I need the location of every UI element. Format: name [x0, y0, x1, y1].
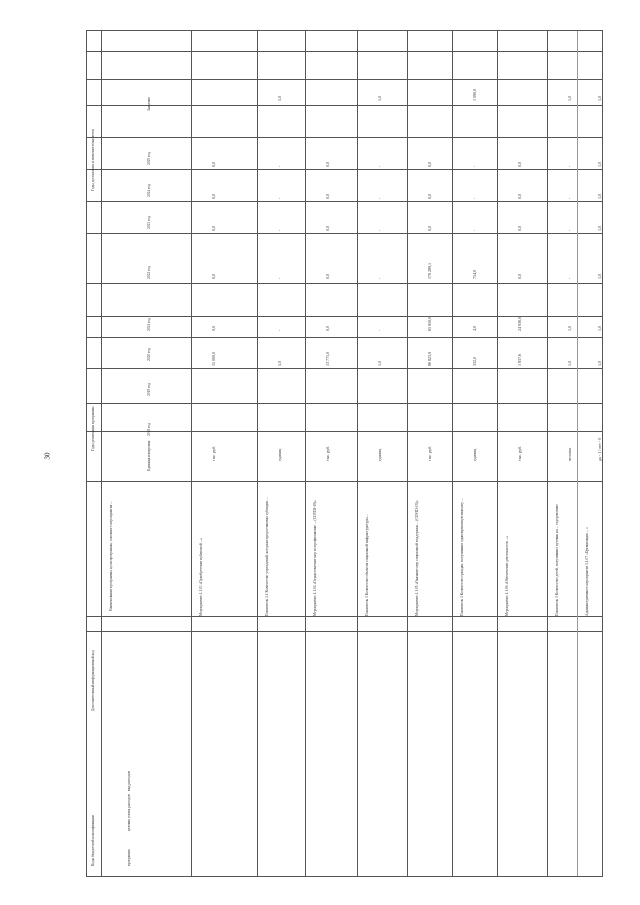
row-value-v2020: 1,0 — [377, 361, 382, 366]
grid-line — [87, 283, 602, 284]
header-year-2025: 2025 год — [147, 152, 151, 165]
row-value-v2024: - — [377, 197, 382, 199]
row-value-v2020: 15 000,0 — [211, 352, 216, 366]
row-value-v2023: 0,0 — [427, 226, 432, 231]
grid-line — [257, 31, 258, 876]
row-value-unit: тыс. руб. — [427, 445, 432, 461]
header-year-2023: 2023 год — [147, 216, 151, 229]
header-year-2024: 2024 год — [147, 184, 151, 197]
row-name: Показатель 1 Количество граждан, получивших единовременную выплату ... — [460, 498, 464, 616]
row-value-v2020: 5,0 — [277, 361, 282, 366]
grid-line — [87, 616, 602, 617]
row-value-v2025: 0,0 — [427, 162, 432, 167]
row-value-v2021: 4,0 — [472, 326, 477, 331]
row-name: Показатель 1 Количество детей, получивших путевки на ... оздоровление — [555, 504, 559, 616]
row-value-v2021: 24 936,0 — [517, 317, 522, 331]
row-value-v2024: 0,0 — [517, 194, 522, 199]
row-value-v2020: 1 837,6 — [517, 354, 522, 366]
row-value-final: 1,0 — [377, 96, 382, 101]
grid-line — [87, 105, 602, 106]
grid-line — [305, 31, 306, 876]
row-name: Показатель 1.1 Количество учреждений, которым предоставлены субсидии ... — [265, 497, 269, 616]
row-value-v2021: - — [377, 329, 382, 331]
header-year-2022: 2022 год — [147, 266, 151, 279]
row-value-unit: тыс. руб. — [211, 445, 216, 461]
row-value-unit: тыс. руб. — [325, 445, 330, 461]
header-year-2021: 2021 год — [147, 318, 151, 331]
row-value-final: 1,0 — [597, 96, 602, 101]
page-number: 30 — [43, 452, 52, 460]
grid-line — [87, 316, 602, 317]
row-value-v2025: - — [277, 165, 282, 167]
header-unit: Единица измерения — [147, 440, 151, 471]
grid-line — [87, 481, 602, 482]
grid-line — [577, 31, 578, 876]
row-value-v2025: - — [472, 165, 477, 167]
grid-line — [407, 31, 408, 876]
row-value-unit: тыс. руб. — [517, 445, 522, 461]
row-value-unit: единиц — [472, 448, 477, 461]
header-final-value: Значение — [147, 96, 151, 111]
row-value-unit: единиц — [377, 448, 382, 461]
grid-line — [357, 31, 358, 876]
row-value-v2020: 1,0 — [567, 361, 572, 366]
header-name: Наименование программы, цели программы, основного мероприятия ... — [109, 501, 113, 611]
row-value-v2024: - — [567, 197, 572, 199]
grid-line — [87, 631, 602, 632]
grid-line — [452, 31, 453, 876]
grid-line — [87, 79, 602, 80]
row-value-v2024: - — [277, 197, 282, 199]
row-value-unit: единиц — [277, 448, 282, 461]
row-value-v2021: 1,0 — [567, 326, 572, 331]
grid-line — [87, 368, 602, 369]
grid-line — [87, 233, 602, 234]
row-value-v2023: - — [377, 229, 382, 231]
grid-line — [101, 31, 102, 876]
row-value-v2023: 0,0 — [211, 226, 216, 231]
program-table — [86, 30, 603, 877]
grid-line — [191, 31, 192, 876]
row-value-v2024: - — [472, 197, 477, 199]
row-value-v2023: - — [472, 229, 477, 231]
grid-line — [87, 403, 602, 404]
row-value-v2023: - — [277, 229, 282, 231]
row-value-v2022: 0,0 — [517, 274, 522, 279]
header-years-completion: Годы достижения и значение показателя — [91, 129, 95, 191]
row-value-v2024: 0,0 — [211, 194, 216, 199]
row-value-final: 1 090,0 — [472, 89, 477, 101]
header-year-2018: 2018 год — [147, 423, 151, 436]
row-value-unit: человек — [567, 447, 572, 461]
row-name: Показатель 1 Количество объектов социальной инфраструктуры ... — [365, 513, 369, 616]
row-value-v2021: 65 950,0 — [427, 317, 432, 331]
row-value-v2021: - — [277, 329, 282, 331]
row-value-v2022: 0,0 — [325, 274, 330, 279]
row-value-v2021: 1,0 — [597, 326, 602, 331]
row-value-v2021: 0,0 — [325, 326, 330, 331]
row-value-v2023: 1,0 — [597, 226, 602, 231]
grid-line — [87, 169, 602, 170]
row-value-v2024: 0,0 — [427, 194, 432, 199]
row-value-v2022: 754,0 — [472, 270, 477, 279]
row-value-final: 1,0 — [567, 96, 572, 101]
row-value-v2025: 1,0 — [597, 162, 602, 167]
header-additional-info: Дополнительный информационный код — [91, 650, 95, 711]
grid-line — [497, 31, 498, 876]
grid-line — [87, 431, 602, 432]
row-value-v2025: 0,0 — [211, 162, 216, 167]
row-value-v2020: 1,0 — [597, 361, 602, 366]
row-value-v2020: 332,0 — [472, 357, 477, 366]
row-name: Мероприятие 1.1.03 «Приобретение публичной ...» — [199, 537, 203, 616]
grid-line — [547, 31, 548, 876]
row-value-v2025: 0,0 — [325, 162, 330, 167]
row-value-v2023: 0,0 — [517, 226, 522, 231]
row-value-v2025: - — [377, 165, 382, 167]
row-value-v2024: 0,0 — [325, 194, 330, 199]
row-name: Мероприятие 1.1.04 «Осуществление мер по профилактике ... (COVID-19)» — [313, 500, 317, 616]
row-value-v2024: 1,0 — [597, 194, 602, 199]
row-name: Мероприятие 1.1.06 «Обеспечение деятельности ...» — [505, 535, 509, 616]
grid-line — [87, 201, 602, 202]
row-value-final: 5,0 — [277, 96, 282, 101]
header-expense-code: целевая статья расходов — [127, 794, 131, 831]
row-value-v2020: 13 775,0 — [325, 352, 330, 366]
row-value-v2023: - — [567, 229, 572, 231]
row-value-v2025: 0,0 — [517, 162, 522, 167]
row-value-v2020: 86 823,9 — [427, 352, 432, 366]
header-budget-classification: Коды бюджетной классификации — [91, 815, 95, 866]
row-name: Административное мероприятие 1.1.07 «Организация ... » — [585, 527, 589, 616]
header-year-2019: 2019 год — [147, 383, 151, 396]
grid-line — [87, 337, 602, 338]
row-value-v2023: 0,0 — [325, 226, 330, 231]
row-value-unit: да - 1 / нет - 0 — [597, 437, 602, 461]
row-value-v2021: 0,0 — [211, 326, 216, 331]
header-year-2020: 2020 год — [147, 348, 151, 361]
row-value-v2022: 0,0 — [211, 274, 216, 279]
header-gov-code: вид расходов — [127, 771, 131, 791]
row-value-v2022: - — [567, 277, 572, 279]
row-value-v2022: - — [377, 277, 382, 279]
row-value-v2022: - — [277, 277, 282, 279]
grid-line — [87, 137, 602, 138]
header-program-code: программа — [127, 849, 131, 866]
row-value-v2025: - — [567, 165, 572, 167]
header-program-years: Годы реализации программы — [91, 406, 95, 451]
grid-line — [87, 51, 602, 52]
row-name: Мероприятие 1.1.05 «Оказание мер социальной поддержки ... (COVID-19)» — [415, 500, 419, 616]
row-value-v2022: 179 289,1 — [427, 263, 432, 279]
row-value-v2022: 1,0 — [597, 274, 602, 279]
